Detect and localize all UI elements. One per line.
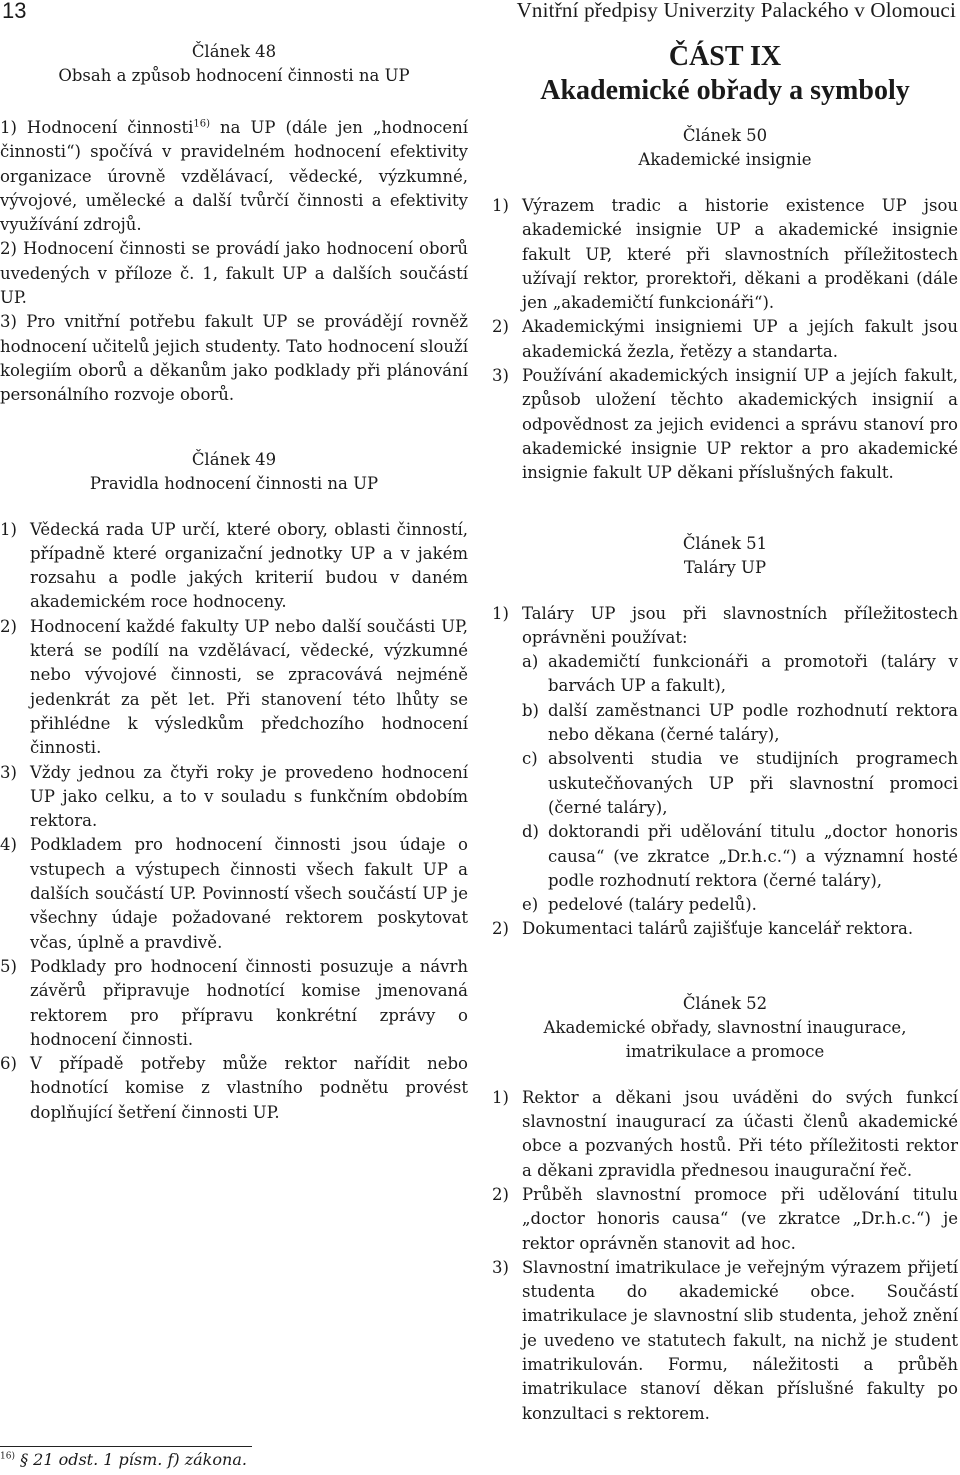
item-marker: b) (522, 700, 539, 720)
part-heading (492, 40, 958, 108)
article-48-paragraph-2: 2) Hodnocení činnosti se provádí jako hodnocení oborů uvedených v příloze č. 1, fakult UP a dalších součástí UP. (0, 239, 468, 308)
list-item (0, 761, 468, 834)
article-51-list (492, 602, 958, 942)
item-marker: 1) (492, 1087, 509, 1107)
left-column (0, 40, 468, 1125)
list-item (492, 1256, 958, 1426)
item-marker: e) (522, 895, 539, 915)
article-49-heading (0, 448, 468, 496)
item-text: absolventi studia ve studijních programech uskutečňovaných UP při slavnostní promoci (černé taláry), (548, 749, 958, 817)
article-49-number: Článek 49 (191, 449, 277, 469)
list-item (492, 364, 958, 485)
list-item (0, 1052, 468, 1125)
item-text: pedelové (taláry pedelů). (548, 895, 757, 915)
article-48-paragraph-1 (0, 116, 468, 237)
list-item (492, 917, 958, 941)
article-48-heading (0, 40, 468, 88)
article-52-list (492, 1086, 958, 1426)
item-text: V případě potřeby může rektor nařídit nebo hodnotící komise z vlastního podnětu provést doplňující šetření činnosti UP. (30, 1054, 468, 1122)
article-52-heading (492, 992, 958, 1064)
item-marker: 5) (0, 956, 17, 976)
sub-list-item (492, 893, 958, 917)
article-52-title-line-2: imatrikulace a promoce (625, 1041, 825, 1061)
list-item (492, 1086, 958, 1183)
item-text: Podklady pro hodnocení činnosti posuzuje a návrh závěrů připravuje hodnotící komise jmenovaná rektorem pro přípravu konkrétní zprávy o hodnocení činnosti. (30, 956, 468, 1049)
item-marker: 1) (492, 603, 509, 623)
right-column (492, 40, 958, 1426)
footnote-mark: 16) (0, 1451, 15, 1462)
sub-list-item (492, 650, 958, 699)
list-item (0, 955, 468, 1052)
item-text: Rektor a děkani jsou uváděni do svých funkcí slavnostní inaugurací za účasti členů akademické obce a pozvaných hostů. Při této příležitosti rektor a děkani zpravidla přednesou inaugurační řeč. (522, 1087, 958, 1180)
page-header (0, 0, 960, 24)
item-marker: 2) (492, 1184, 509, 1204)
article-48-title: Obsah a způsob hodnocení činnosti na UP (58, 66, 410, 85)
article-49-title: Pravidla hodnocení činnosti na UP (89, 473, 379, 493)
item-marker: 6) (0, 1054, 17, 1074)
item-text: Taláry UP jsou při slavnostních příležitostech oprávněni používat: (522, 603, 958, 647)
sub-list-item (492, 699, 958, 748)
item-text: doktorandi při udělování titulu „doctor honoris causa“ (ve zkratce „Dr.h.c.“) a významní hosté podle rozhodnutí rektora (černé taláry), (548, 822, 958, 890)
paragraph-1-start: 1) Hodnocení činnosti (0, 118, 194, 137)
article-48-number: Článek 48 (191, 42, 277, 61)
item-text: Průběh slavnostní promoce při udělování titulu „doctor honoris causa“ (ve zkratce „Dr.h.c.“) je rektor oprávněn stanovit ad hoc. (522, 1184, 958, 1253)
running-title: Vnitřní předpisy Univerzity Palackého v Olomouci (516, 0, 956, 22)
item-marker: 2) (0, 616, 17, 636)
item-text: Podkladem pro hodnocení činnosti jsou údaje o vstupech a výstupech činnosti všech fakult UP a dalších součástí UP. Povinností všech součástí UP je všechny údaje požadované rektorem poskytovat včas, úplně a pravdivě. (30, 835, 468, 952)
item-text: další zaměstnanci UP podle rozhodnutí rektora nebo děkana (černé taláry), (548, 700, 958, 745)
article-52-title-line-1: Akademické obřady, slavnostní inaugurace, (543, 1017, 907, 1037)
list-item (0, 833, 468, 954)
item-text: Akademickými insigniemi UP a jejích fakult jsou akademická žezla, řetězy a standarta. (522, 317, 958, 361)
list-item (492, 315, 958, 364)
page-number: 13 (2, 0, 27, 23)
article-51-number: Článek 51 (682, 533, 768, 553)
item-text: Slavnostní imatrikulace je veřejným výrazem přijetí studenta do akademické obce. Součástí imatrikulace je slavnostní slib studenta, jehož znění je uvedeno ve statutech fakult, na nichž je student imatrikulován. Formu, náležitosti a průběh imatrikulace stanoví děkan příslušné fakulty po konzultaci s rektorem. (522, 1257, 958, 1423)
footnote-ref-16[interactable]: 16) (193, 118, 211, 130)
item-text: Vždy jednou za čtyři roky je provedeno hodnocení UP jako celku, a to v souladu s funkčním obdobím rektora. (30, 762, 468, 831)
article-50-heading (492, 124, 958, 172)
item-marker: 2) (492, 919, 509, 939)
item-marker: 4) (0, 835, 17, 855)
article-51-title: Taláry UP (683, 557, 767, 577)
item-text: Hodnocení každé fakulty UP nebo další součásti UP, která se podílí na vzdělávací, vědecké, výzkumné nebo vývojové činnosti, se zpracovává nejméně jedenkrát za pět let. Při stanovení této lhůty se přihlédne k výsledkům předchozího hodnocení činnosti. (30, 616, 468, 758)
list-item (0, 615, 468, 761)
item-text: akademičtí funkcionáři a promotoři (taláry v barvách UP a fakult), (548, 652, 958, 696)
list-item (0, 518, 468, 615)
item-text: Používání akademických insignií UP a jejích fakult, způsob uložení těchto akademických insignií a odpovědnost za jejich evidenci a správu stanoví pro akademické insignie UP rektor a pro akademické insignie fakult UP děkani příslušných fakult. (522, 366, 958, 483)
item-marker: 1) (0, 519, 17, 539)
item-marker: 2) (492, 317, 509, 337)
article-51-heading (492, 532, 958, 580)
sub-list-item (492, 820, 958, 893)
sub-list-item (492, 747, 958, 820)
article-50-list (492, 194, 958, 486)
footnote-text: § 21 odst. 1 písm. f) zákona. (20, 1450, 247, 1469)
item-marker: a) (522, 652, 539, 672)
item-marker: d) (522, 822, 539, 842)
article-50-number: Článek 50 (682, 126, 768, 145)
item-marker: 1) (492, 196, 509, 215)
list-item (492, 602, 958, 651)
article-52-number: Článek 52 (682, 993, 768, 1013)
footnote (0, 1450, 247, 1469)
item-text: Výrazem tradic a historie existence UP jsou akademické insignie UP a akademické insignie fakult UP, které při slavnostních příležitostech užívají rektor, prorektoři, děkani a proděkani (dále jen „akademičtí funkcionáři“). (522, 196, 958, 313)
item-marker: 3) (492, 366, 509, 386)
part-number: ČÁST IX (668, 41, 782, 72)
paragraph-1-rest: na UP (dále jen „hodnocení činnosti“) spočívá v pravidelném hodnocení efektivity organizace úrovně vzdělávací, vědecké, výzkumné, vývojové, umělecké a další tvůrčí činnosti a efektivity využívání zdrojů. (0, 118, 468, 235)
item-marker: 3) (0, 762, 17, 782)
list-item (492, 1183, 958, 1256)
list-item (492, 194, 958, 315)
part-title: Akademické obřady a symboly (540, 75, 910, 106)
footnote-divider (0, 1446, 252, 1447)
article-49-list (0, 518, 468, 1125)
item-text: Vědecká rada UP určí, které obory, oblasti činností, případně které organizační jednotky UP a v jakém rozsahu a podle jakých kriterií budou v daném akademickém roce hodnoceny. (30, 519, 468, 612)
item-marker: c) (522, 749, 538, 769)
item-text: Dokumentaci talárů zajišťuje kancelář rektora. (522, 919, 914, 939)
article-48-paragraph-3: 3) Pro vnitřní potřebu fakult UP se provádějí rovněž hodnocení učitelů jejich studenty. Tato hodnocení slouží kolegiím oborů a děkanům jako podklady při plánování personálního rozvoje oborů. (0, 312, 468, 405)
article-50-title: Akademické insignie (638, 150, 812, 169)
item-marker: 3) (492, 1257, 509, 1277)
